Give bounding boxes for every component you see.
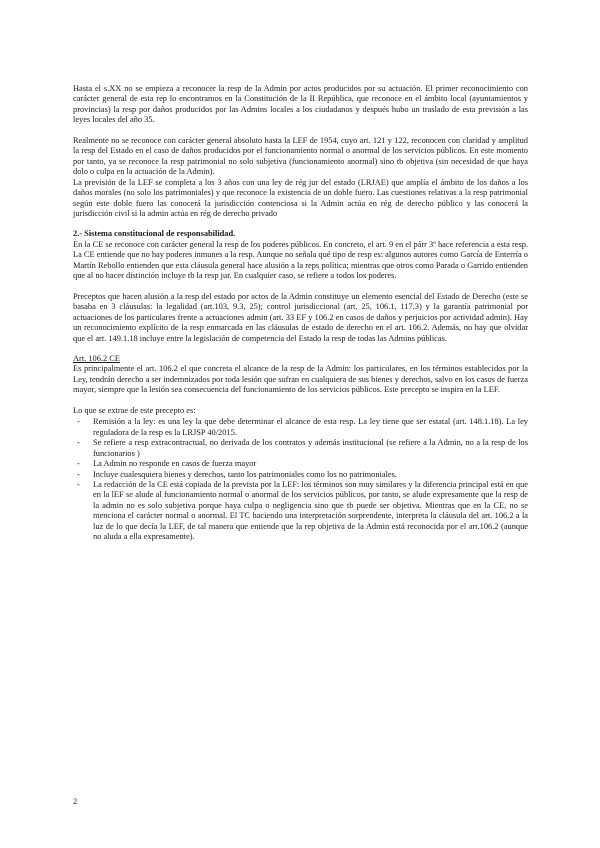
paragraph-estado-derecho: Preceptos que hacen alusión a la resp del estado por actos de la Admin constituye un elemento esencial del Estado de Derecho (este se basaba en 3 cláusulas: la legalidad (art.103, 9.3, 25); control jurisdiccional (art. 25, 106.1, 117.3) y la garantía patrimonial por actuaciones de los particulares frente a actuaciones admin (art. 33 EF y 106.2 en casos de daños y perjuicios por actividad admin). Hay un reconocimiento explícito de la resp enmarcada en las cláusulas de estado de derecho en el art. 106.2. Además, no hay que olvidar que el art. 149.1.18 incluye entre la legislación de competencia del Estado la resp de todas las Admins públicas.	[73, 291, 528, 343]
paragraph-historical-origin: Hasta el s.XX no se empieza a reconocer la resp de la Admin por actos producidos por su actuación. El primer reconocimiento con carácter general de esta rep lo encontramos en la Constitución de la II República, que reconoce en el ámbito local (ayuntamientos y provincias) la resp por daños producidos por las Admins locales a los ciudadanos y después hubo un traslado de esta previsión a las leyes locales del año 35.	[73, 84, 528, 125]
section-heading: 2.- Sistema constitucional de responsabilidad.	[73, 229, 236, 239]
paragraph-article-106-2: Es principalmente el art. 106.2 el que concreta el alcance de la resp de la Admin: los particulares, en los términos establecidos por la Ley, tendrán derecho a ser indemnizados por toda lesión que sufran en cualquiera de sus bienes y derechos, salvo en los casos de fuerza mayor, siempre que la lesión sea consecuencia del funcionamiento de los servicios públicos. Este precepto se inspira en la LEF.	[73, 364, 528, 395]
list-item: - Incluye cualesquiera bienes y derechos, tanto los patrimoniales como los no patrimoniales.	[73, 470, 528, 480]
paragraph-ce-article-9: En la CE se reconoce con carácter general la resp de los poderes públicos. En concreto, el art. 9 en el párr 3º hace referencia a esta resp. La CE entiende que no hay poderes inmunes a la resp. Aunque no señala qué tipo de resp es: algunos autores como García de Enterría o Martín Rebollo entienden que esta cláusula general hace alusión a la reps política; mientras que otros como Parada o Garrido entienden que al no hacer distinción incluye tb la resp jur. En cualquier caso, se refiere a todos los poderes.	[73, 239, 528, 281]
page-number: 2	[73, 797, 78, 806]
list-item: - Remisión a la ley: es una ley la que debe determinar el alcance de esta resp. La ley tiene que ser estatal (art. 148.1.18). La ley reguladora de la resp es la LRJSP 40/2015.	[73, 417, 528, 438]
subsection-heading: Art. 106.2 CE	[73, 353, 120, 363]
paragraph-list-intro: Lo que se extrae de este precepto es:	[73, 405, 196, 415]
precept-list	[73, 417, 528, 542]
paragraph-lef-1954: Realmente no se reconoce con carácter general absoluto hasta la LEF de 1954, cuyo art. 121 y 122, reconocen con claridad y amplitud la resp del Estado en el caso de daños producidos por el funcionamiento normal o anormal de los servicios públicos. En este momento por tanto, ya se reconoce la resp patrimonial no solo subjetiva (funcionamiento anormal) sino tb objetiva (sin necesidad de que haya dolo o culpa en la actuación de la Admin).	[73, 135, 528, 177]
list-item: - La redacción de la CE está copiada de la prevista por la LEF: los términos son muy similares y la diferencia principal está en que en la lEF se alude al funcionamiento normal o anormal de los servicios públicos, por tanto, se alude expresamente que la resp de la admin no es solo subjetiva porque haya culpa o negligencia sino que tb puede ser objetiva. Mientras que en la CE, no se menciona el carácter normal o anormal. El TC haciendo una interpretación sorprendente, interpreta la cláusula del art. 106.2 a la luz de lo que decía la LEF, de tal manera que entiende que la rep objetiva de la Admin está reconocida por el art.106.2 (aunque no aluda a ella expresamente).	[73, 480, 528, 543]
document-body	[73, 84, 528, 543]
list-item: - La Admin no responde en casos de fuerza mayor	[73, 459, 528, 469]
paragraph-lrjae: La previsión de la LEF se completa a los 3 años con una ley de rég jur del estado (LRJAE) que amplía el ámbito de los daños a los daños morales (no solo los patrimoniales) y que reconoce la existencia de un doble fuero. Las cuestiones relativas a la resp patrimonial según este doble fuero las conocerá la jurisdicción contenciosa si la Admin actúa en rég de derecho público y las conocerá la jurisdicción civil si la admin actúa en rég de derecho privado	[73, 177, 528, 218]
list-item: - Se refiere a resp extracontractual, no derivada de los contratos y además institucional (se refiere a la Admin, no a la resp de los funcionarios )	[73, 438, 528, 459]
